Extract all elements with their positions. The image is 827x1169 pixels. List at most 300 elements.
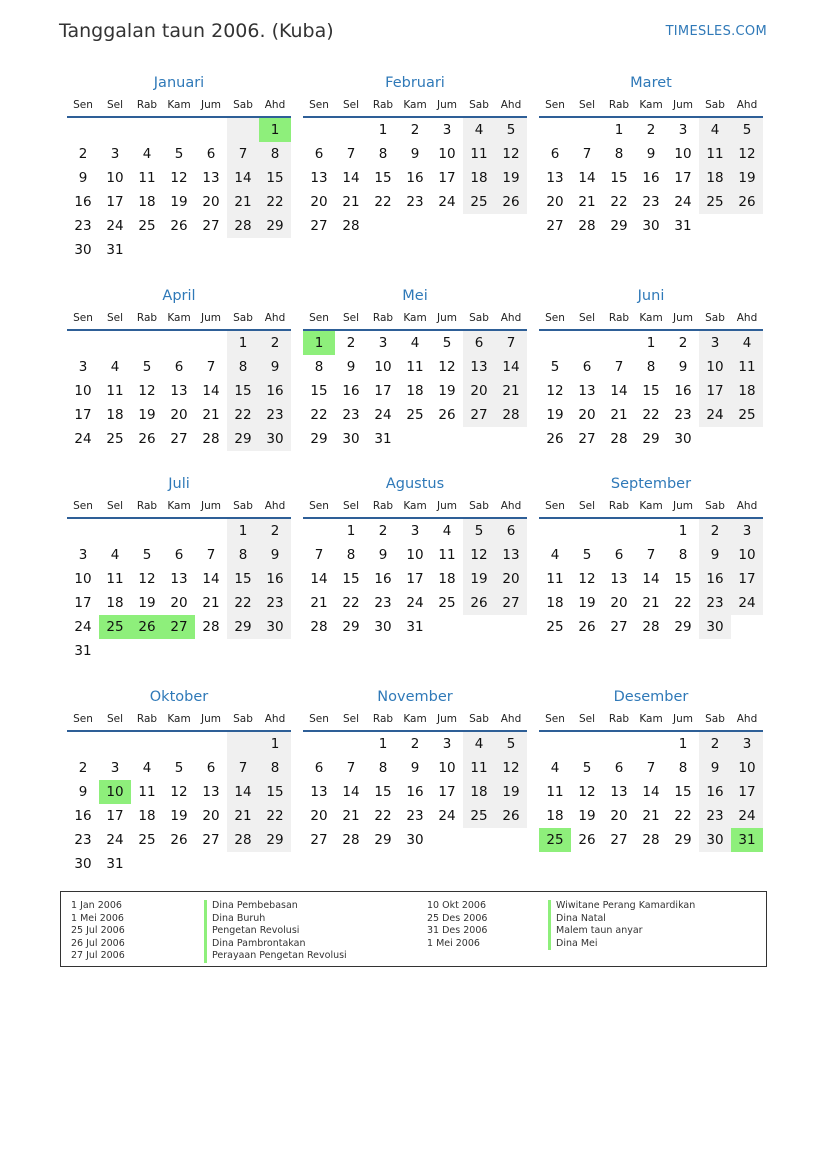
day-cell: 25 bbox=[463, 190, 495, 214]
day-cell: 17 bbox=[74, 595, 92, 611]
day-cell: 10 bbox=[699, 355, 731, 379]
day-cell: 18 bbox=[546, 595, 564, 611]
day-cell: 8 bbox=[646, 359, 656, 375]
weekday-header bbox=[67, 307, 291, 331]
day-cell: 22 bbox=[374, 194, 392, 210]
day-cell: 15 bbox=[342, 571, 360, 587]
empty-day-cell bbox=[303, 732, 335, 756]
day-cell: 11 bbox=[463, 756, 495, 780]
day-cell: 24 bbox=[731, 591, 763, 615]
weekday-header bbox=[303, 94, 527, 118]
day-cell: 29 bbox=[342, 619, 360, 635]
day-cell: 24 bbox=[106, 218, 124, 234]
weekday-label: Jum bbox=[201, 99, 221, 111]
day-cell: 11 bbox=[438, 547, 456, 563]
weekday-label: Sel bbox=[342, 99, 360, 111]
day-cell: 21 bbox=[578, 194, 596, 210]
empty-day-cell bbox=[227, 118, 259, 142]
empty-day-cell bbox=[699, 427, 731, 451]
day-cell: 4 bbox=[142, 760, 152, 776]
empty-day-cell bbox=[539, 118, 571, 142]
day-cell: 20 bbox=[610, 595, 628, 611]
day-cell: 18 bbox=[138, 194, 156, 210]
empty-day-cell bbox=[495, 615, 527, 639]
empty-day-cell bbox=[367, 214, 399, 238]
day-cell: 11 bbox=[406, 359, 424, 375]
day-cell: 28 bbox=[495, 403, 527, 427]
weekday-label: Jum bbox=[673, 500, 693, 512]
day-cell: 27 bbox=[202, 218, 220, 234]
day-cell: 28 bbox=[642, 619, 660, 635]
day-cell: 2 bbox=[378, 523, 388, 539]
day-cell: 29 bbox=[374, 832, 392, 848]
empty-day-cell bbox=[539, 732, 571, 756]
day-cell: 1 bbox=[378, 122, 388, 138]
day-cell: 23 bbox=[74, 218, 92, 234]
day-cell: 9 bbox=[346, 359, 356, 375]
day-cell: 13 bbox=[310, 784, 328, 800]
weekday-label: Sab bbox=[469, 312, 489, 324]
day-cell: 23 bbox=[406, 194, 424, 210]
legend-right-dates bbox=[427, 900, 487, 950]
weekday-label: Kam bbox=[639, 713, 663, 725]
empty-day-cell bbox=[227, 238, 259, 262]
day-cell: 16 bbox=[374, 571, 392, 587]
day-cell: 25 bbox=[438, 595, 456, 611]
day-cell: 20 bbox=[170, 407, 188, 423]
day-cell: 19 bbox=[170, 194, 188, 210]
weekday-label: Kam bbox=[403, 312, 427, 324]
day-cell: 5 bbox=[495, 732, 527, 756]
day-cell: 5 bbox=[142, 547, 152, 563]
month-februari bbox=[303, 72, 527, 238]
day-cell: 2 bbox=[410, 736, 420, 752]
weekday-label: Ahd bbox=[736, 713, 758, 725]
weekday-label: Sen bbox=[309, 312, 329, 324]
empty-day-cell bbox=[495, 214, 527, 238]
day-cell: 12 bbox=[463, 543, 495, 567]
weekday-label: Sel bbox=[578, 312, 596, 324]
weekday-label: Rab bbox=[608, 312, 630, 324]
weekday-label: Jum bbox=[437, 500, 457, 512]
weekday-label: Sel bbox=[342, 713, 360, 725]
weekday-label: Ahd bbox=[264, 312, 286, 324]
day-cell: 12 bbox=[170, 170, 188, 186]
day-cell: 5 bbox=[442, 335, 452, 351]
day-cell: 20 bbox=[463, 379, 495, 403]
day-grid bbox=[303, 519, 527, 639]
day-cell: 22 bbox=[342, 595, 360, 611]
day-cell: 11 bbox=[463, 142, 495, 166]
empty-day-cell bbox=[131, 331, 163, 355]
day-cell: 7 bbox=[206, 359, 216, 375]
day-cell: 8 bbox=[227, 543, 259, 567]
day-cell: 9 bbox=[378, 547, 388, 563]
weekday-label: Sel bbox=[578, 99, 596, 111]
month-november bbox=[303, 686, 527, 852]
month-name: September bbox=[610, 476, 692, 492]
day-cell: 13 bbox=[202, 784, 220, 800]
legend-date: 1 Mei 2006 bbox=[427, 937, 480, 949]
day-cell: 25 bbox=[138, 218, 156, 234]
empty-day-cell bbox=[163, 732, 195, 756]
empty-day-cell bbox=[571, 732, 603, 756]
day-cell: 15 bbox=[374, 170, 392, 186]
empty-day-cell bbox=[571, 519, 603, 543]
empty-day-cell bbox=[195, 519, 227, 543]
weekday-label: Ahd bbox=[264, 713, 286, 725]
legend-holiday-name: Dina Natal bbox=[548, 913, 695, 926]
day-cell: 27 bbox=[202, 832, 220, 848]
empty-day-cell bbox=[195, 238, 227, 262]
weekday-label: Rab bbox=[372, 99, 394, 111]
day-cell: 27 bbox=[546, 218, 564, 234]
weekday-header bbox=[67, 708, 291, 732]
day-cell: 28 bbox=[610, 431, 628, 447]
day-cell: 18 bbox=[463, 166, 495, 190]
month-mei bbox=[303, 285, 527, 451]
day-cell: 11 bbox=[731, 355, 763, 379]
day-cell: 29 bbox=[642, 431, 660, 447]
day-cell: 3 bbox=[699, 331, 731, 355]
weekday-label: Sel bbox=[106, 500, 124, 512]
day-cell: 18 bbox=[438, 571, 456, 587]
day-cell: 4 bbox=[550, 547, 560, 563]
weekday-label: Rab bbox=[608, 500, 630, 512]
holiday-day-cell: 10 bbox=[99, 780, 131, 804]
day-cell: 19 bbox=[546, 407, 564, 423]
day-cell: 2 bbox=[259, 331, 291, 355]
day-cell: 19 bbox=[138, 407, 156, 423]
empty-day-cell bbox=[539, 331, 571, 355]
legend-left-names bbox=[204, 900, 347, 963]
empty-day-cell bbox=[195, 639, 227, 663]
day-cell: 14 bbox=[342, 784, 360, 800]
day-cell: 16 bbox=[674, 383, 692, 399]
day-cell: 22 bbox=[642, 407, 660, 423]
day-cell: 2 bbox=[78, 760, 88, 776]
weekday-label: Sel bbox=[106, 312, 124, 324]
weekday-label: Sen bbox=[545, 99, 565, 111]
site-logo[interactable]: TIMESLES.COM bbox=[665, 24, 767, 39]
day-cell: 7 bbox=[346, 146, 356, 162]
day-cell: 16 bbox=[699, 780, 731, 804]
day-cell: 15 bbox=[374, 784, 392, 800]
day-cell: 7 bbox=[582, 146, 592, 162]
empty-day-cell bbox=[303, 118, 335, 142]
day-cell: 27 bbox=[495, 591, 527, 615]
day-cell: 21 bbox=[642, 808, 660, 824]
day-cell: 12 bbox=[546, 383, 564, 399]
weekday-label: Sen bbox=[73, 713, 93, 725]
holiday-day-cell: 31 bbox=[731, 828, 763, 852]
day-cell: 25 bbox=[731, 403, 763, 427]
holiday-day-cell: 1 bbox=[259, 118, 291, 142]
empty-day-cell bbox=[463, 615, 495, 639]
weekday-header bbox=[67, 94, 291, 118]
day-cell: 17 bbox=[74, 407, 92, 423]
weekday-label: Jum bbox=[437, 713, 457, 725]
day-cell: 7 bbox=[206, 547, 216, 563]
day-cell: 20 bbox=[310, 194, 328, 210]
empty-day-cell bbox=[131, 639, 163, 663]
day-cell: 21 bbox=[642, 595, 660, 611]
day-cell: 14 bbox=[227, 780, 259, 804]
day-cell: 29 bbox=[227, 615, 259, 639]
weekday-label: Sen bbox=[545, 713, 565, 725]
day-cell: 17 bbox=[699, 379, 731, 403]
day-cell: 24 bbox=[406, 595, 424, 611]
weekday-label: Kam bbox=[639, 99, 663, 111]
weekday-label: Sab bbox=[233, 99, 253, 111]
weekday-label: Sab bbox=[233, 312, 253, 324]
day-grid bbox=[539, 732, 763, 852]
day-cell: 26 bbox=[438, 407, 456, 423]
empty-day-cell bbox=[495, 828, 527, 852]
empty-day-cell bbox=[259, 639, 291, 663]
day-cell: 30 bbox=[259, 615, 291, 639]
legend-left-dates bbox=[71, 900, 125, 963]
day-cell: 21 bbox=[610, 407, 628, 423]
weekday-label: Sen bbox=[73, 500, 93, 512]
weekday-label: Sen bbox=[309, 500, 329, 512]
weekday-label: Sab bbox=[705, 500, 725, 512]
day-cell: 14 bbox=[642, 784, 660, 800]
day-cell: 31 bbox=[74, 643, 92, 659]
month-september bbox=[539, 473, 763, 639]
legend-holiday-name: Dina Mei bbox=[548, 938, 695, 951]
day-cell: 20 bbox=[310, 808, 328, 824]
month-name: Juni bbox=[637, 288, 665, 304]
day-cell: 13 bbox=[463, 355, 495, 379]
day-cell: 1 bbox=[378, 736, 388, 752]
day-cell: 26 bbox=[170, 832, 188, 848]
day-cell: 14 bbox=[495, 355, 527, 379]
day-cell: 30 bbox=[406, 832, 424, 848]
day-cell: 22 bbox=[674, 808, 692, 824]
day-cell: 6 bbox=[206, 146, 216, 162]
day-cell: 12 bbox=[138, 571, 156, 587]
weekday-label: Sel bbox=[106, 713, 124, 725]
legend-date: 31 Des 2006 bbox=[427, 925, 488, 936]
empty-day-cell bbox=[335, 118, 367, 142]
legend-date: 26 Jul 2006 bbox=[71, 937, 125, 949]
weekday-label: Jum bbox=[673, 713, 693, 725]
day-cell: 3 bbox=[442, 736, 452, 752]
day-cell: 23 bbox=[406, 808, 424, 824]
empty-day-cell bbox=[227, 639, 259, 663]
holiday-day-cell: 26 bbox=[131, 615, 163, 639]
month-oktober bbox=[67, 686, 291, 876]
day-cell: 16 bbox=[259, 379, 291, 403]
day-cell: 31 bbox=[406, 619, 424, 635]
empty-day-cell bbox=[571, 118, 603, 142]
empty-day-cell bbox=[99, 118, 131, 142]
empty-day-cell bbox=[195, 852, 227, 876]
day-cell: 25 bbox=[406, 407, 424, 423]
day-cell: 29 bbox=[310, 431, 328, 447]
day-cell: 24 bbox=[106, 832, 124, 848]
day-cell: 6 bbox=[463, 331, 495, 355]
month-name: Oktober bbox=[149, 689, 209, 705]
page-title: Tanggalan taun 2006. (Kuba) bbox=[59, 20, 334, 42]
weekday-label: Sab bbox=[469, 713, 489, 725]
day-cell: 27 bbox=[310, 832, 328, 848]
weekday-header bbox=[539, 495, 763, 519]
day-cell: 28 bbox=[578, 218, 596, 234]
weekday-label: Ahd bbox=[264, 500, 286, 512]
month-name: Februari bbox=[385, 75, 445, 91]
day-cell: 29 bbox=[227, 427, 259, 451]
day-cell: 21 bbox=[310, 595, 328, 611]
day-cell: 17 bbox=[731, 780, 763, 804]
empty-day-cell bbox=[603, 519, 635, 543]
weekday-label: Rab bbox=[372, 713, 394, 725]
day-cell: 23 bbox=[642, 194, 660, 210]
month-name: Mei bbox=[402, 288, 428, 304]
day-cell: 25 bbox=[699, 190, 731, 214]
empty-day-cell bbox=[195, 331, 227, 355]
weekday-label: Sel bbox=[578, 713, 596, 725]
day-cell: 20 bbox=[578, 407, 596, 423]
weekday-header bbox=[303, 307, 527, 331]
day-cell: 4 bbox=[110, 547, 120, 563]
day-cell: 29 bbox=[674, 832, 692, 848]
legend-date: 27 Jul 2006 bbox=[71, 950, 125, 961]
weekday-label: Kam bbox=[639, 500, 663, 512]
day-cell: 10 bbox=[438, 146, 456, 162]
day-cell: 24 bbox=[438, 808, 456, 824]
day-cell: 14 bbox=[227, 166, 259, 190]
day-cell: 9 bbox=[78, 170, 88, 186]
day-cell: 6 bbox=[495, 519, 527, 543]
legend-date: 10 Okt 2006 bbox=[427, 900, 487, 911]
day-cell: 27 bbox=[610, 832, 628, 848]
empty-day-cell bbox=[431, 615, 463, 639]
day-cell: 8 bbox=[259, 756, 291, 780]
day-cell: 16 bbox=[259, 567, 291, 591]
empty-day-cell bbox=[731, 214, 763, 238]
day-cell: 7 bbox=[227, 756, 259, 780]
day-cell: 13 bbox=[578, 383, 596, 399]
empty-day-cell bbox=[131, 238, 163, 262]
day-cell: 22 bbox=[259, 190, 291, 214]
day-cell: 20 bbox=[170, 595, 188, 611]
day-cell: 26 bbox=[578, 832, 596, 848]
day-cell: 30 bbox=[374, 619, 392, 635]
empty-day-cell bbox=[463, 214, 495, 238]
month-name: Maret bbox=[630, 75, 672, 91]
weekday-label: Ahd bbox=[500, 312, 522, 324]
weekday-label: Sab bbox=[705, 713, 725, 725]
empty-day-cell bbox=[399, 427, 431, 451]
day-cell: 3 bbox=[410, 523, 420, 539]
day-cell: 26 bbox=[578, 619, 596, 635]
day-cell: 24 bbox=[731, 804, 763, 828]
day-cell: 23 bbox=[374, 595, 392, 611]
weekday-label: Jum bbox=[201, 500, 221, 512]
weekday-label: Sel bbox=[342, 500, 360, 512]
holiday-day-cell: 1 bbox=[303, 331, 335, 355]
day-cell: 10 bbox=[106, 170, 124, 186]
weekday-label: Sen bbox=[309, 713, 329, 725]
day-cell: 12 bbox=[495, 142, 527, 166]
weekday-label: Jum bbox=[437, 312, 457, 324]
day-cell: 20 bbox=[610, 808, 628, 824]
day-cell: 2 bbox=[678, 335, 688, 351]
day-cell: 28 bbox=[642, 832, 660, 848]
day-cell: 22 bbox=[374, 808, 392, 824]
day-cell: 1 bbox=[227, 519, 259, 543]
day-cell: 13 bbox=[495, 543, 527, 567]
day-cell: 29 bbox=[674, 619, 692, 635]
day-grid bbox=[303, 118, 527, 238]
day-cell: 13 bbox=[170, 383, 188, 399]
day-cell: 8 bbox=[678, 760, 688, 776]
day-cell: 15 bbox=[259, 780, 291, 804]
day-cell: 5 bbox=[142, 359, 152, 375]
day-cell: 12 bbox=[138, 383, 156, 399]
day-cell: 3 bbox=[378, 335, 388, 351]
day-cell: 6 bbox=[550, 146, 560, 162]
day-cell: 14 bbox=[202, 383, 220, 399]
day-cell: 19 bbox=[170, 808, 188, 824]
weekday-header bbox=[539, 307, 763, 331]
weekday-label: Rab bbox=[608, 713, 630, 725]
day-cell: 8 bbox=[614, 146, 624, 162]
weekday-label: Jum bbox=[201, 312, 221, 324]
legend-holiday-name: Dina Pambrontakan bbox=[204, 938, 347, 951]
empty-day-cell bbox=[731, 427, 763, 451]
day-cell: 26 bbox=[546, 431, 564, 447]
day-cell: 21 bbox=[227, 804, 259, 828]
day-cell: 5 bbox=[463, 519, 495, 543]
legend-date: 25 Jul 2006 bbox=[71, 925, 125, 936]
day-cell: 24 bbox=[74, 431, 92, 447]
day-cell: 28 bbox=[202, 431, 220, 447]
day-cell: 2 bbox=[346, 335, 356, 351]
day-cell: 1 bbox=[259, 732, 291, 756]
day-cell: 20 bbox=[495, 567, 527, 591]
day-cell: 30 bbox=[642, 218, 660, 234]
empty-day-cell bbox=[603, 732, 635, 756]
month-desember bbox=[539, 686, 763, 852]
day-cell: 19 bbox=[463, 567, 495, 591]
day-cell: 25 bbox=[546, 619, 564, 635]
day-cell: 30 bbox=[259, 427, 291, 451]
weekday-label: Sen bbox=[73, 99, 93, 111]
day-cell: 20 bbox=[202, 808, 220, 824]
day-grid bbox=[539, 118, 763, 238]
day-cell: 5 bbox=[495, 118, 527, 142]
empty-day-cell bbox=[131, 852, 163, 876]
day-cell: 5 bbox=[582, 547, 592, 563]
day-cell: 2 bbox=[78, 146, 88, 162]
weekday-label: Sel bbox=[578, 500, 596, 512]
legend-holiday-name: Malem taun anyar bbox=[548, 925, 695, 938]
day-cell: 16 bbox=[406, 170, 424, 186]
weekday-label: Sen bbox=[73, 312, 93, 324]
weekday-label: Jum bbox=[201, 713, 221, 725]
empty-day-cell bbox=[335, 732, 367, 756]
day-cell: 19 bbox=[495, 166, 527, 190]
empty-day-cell bbox=[303, 519, 335, 543]
day-cell: 17 bbox=[106, 808, 124, 824]
day-cell: 15 bbox=[227, 379, 259, 403]
day-cell: 15 bbox=[642, 383, 660, 399]
day-cell: 3 bbox=[731, 519, 763, 543]
day-cell: 7 bbox=[495, 331, 527, 355]
